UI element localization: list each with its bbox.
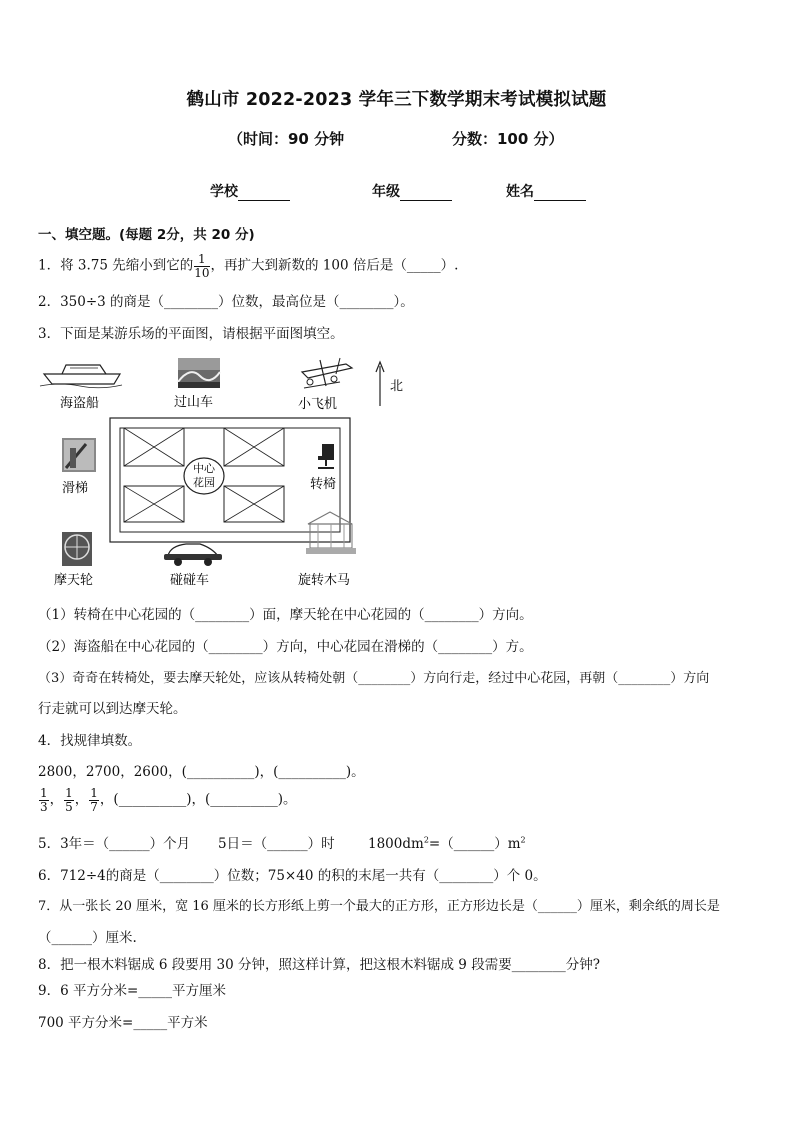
- small-plane-icon: [302, 358, 352, 388]
- time-label: （时间：90 分钟: [228, 130, 345, 148]
- swivel-chair-label: 转椅: [310, 477, 337, 492]
- school-blank[interactable]: [238, 186, 290, 201]
- question-4-row-2: [38, 787, 297, 813]
- q4-frac1-num: 1: [40, 786, 48, 800]
- question-3-sub-2: （2）海盗船在中心花园的（________）方向，中心花园在滑梯的（________）方。: [38, 639, 533, 655]
- lawn-bottom-right: [224, 486, 284, 522]
- question-5-part-3: [368, 832, 526, 852]
- q4-row2-tail: ，(__________)，(__________)。: [99, 791, 297, 808]
- pirate-ship-icon: [40, 365, 122, 388]
- question-3-sub-3-line-2: 行走就可以到达摩天轮。: [38, 701, 187, 717]
- question-6: 6．712÷4的商是（________）位数；75×40 的积的末尾一共有（________）个 0。: [38, 868, 547, 884]
- bumper-car-label: 碰碰车: [170, 573, 210, 588]
- school-field[interactable]: [210, 181, 290, 201]
- q1-frac-num: 1: [194, 253, 209, 267]
- grade-field[interactable]: [372, 181, 452, 201]
- q4-frac2-num: 1: [65, 786, 73, 800]
- q4-sep-1: ，: [49, 791, 64, 808]
- q1-frac-den: 10: [194, 265, 210, 280]
- question-5-part-2: 5日＝（______）时: [218, 836, 335, 852]
- center-garden-text-1: 中心: [193, 462, 215, 475]
- grade-blank[interactable]: [400, 186, 452, 201]
- section-heading: 一、填空题。(每题 2分，共 20 分): [38, 227, 255, 243]
- north-arrow-icon: [376, 362, 384, 406]
- carousel-icon: [306, 512, 356, 554]
- q4-sep-2: ，: [74, 791, 89, 808]
- q4-fraction-3: [89, 787, 99, 813]
- q1-fraction: [194, 253, 209, 279]
- small-plane-label: 小飞机: [298, 397, 338, 412]
- north-label: 北: [390, 379, 404, 394]
- ferris-wheel-label: 摩天轮: [54, 573, 94, 588]
- q5-part3-a: 1800dm: [368, 836, 424, 852]
- question-9-line-2: 700 平方分米=_____平方米: [38, 1015, 208, 1031]
- bumper-car-icon: [164, 544, 222, 566]
- question-9-line-1: 9．6 平方分米=_____平方厘米: [38, 983, 227, 999]
- park-inner-path: [120, 428, 340, 532]
- q5-part3-b: =（______）m: [428, 836, 521, 852]
- name-label: 姓名: [506, 184, 534, 200]
- lawn-bottom-left: [124, 486, 184, 522]
- swivel-chair-icon: [318, 444, 334, 468]
- question-1: [38, 253, 458, 279]
- question-7-line-1: 7．从一张长 20 厘米，宽 16 厘米的长方形纸上剪一个最大的正方形，正方形边长是（______）厘米，剩余纸的周长是: [38, 899, 720, 914]
- name-field[interactable]: [506, 181, 586, 201]
- q4-fraction-1: [39, 787, 49, 813]
- school-label: 学校: [210, 184, 238, 200]
- question-3-sub-3-line-1: （3）奇奇在转椅处，要去摩天轮处，应该从转椅处朝（________）方向行走，经过中心花园，再朝（________）方向: [38, 671, 710, 686]
- grade-label: 年级: [372, 184, 400, 200]
- name-blank[interactable]: [534, 186, 586, 201]
- q4-frac1-den: 3: [40, 799, 48, 814]
- question-7-line-2: （______）厘米.: [38, 930, 137, 946]
- lawn-top-right: [224, 428, 284, 466]
- q4-fraction-2: [64, 787, 74, 813]
- ferris-wheel-icon: [62, 532, 92, 566]
- q5-part3-sup2: 2: [520, 835, 526, 845]
- roller-coaster-icon: [178, 358, 220, 388]
- q4-frac3-num: 1: [90, 786, 98, 800]
- pirate-ship-label: 海盗船: [60, 396, 100, 411]
- question-5-part-1: 5．3年＝（______）个月: [38, 836, 191, 852]
- q4-frac3-den: 7: [90, 799, 98, 814]
- roller-coaster-label: 过山车: [174, 395, 214, 410]
- question-3: 3．下面是某游乐场的平面图，请根据平面图填空。: [38, 326, 344, 342]
- slide-icon: [62, 438, 96, 472]
- q5-part3-sup: 2: [423, 835, 429, 845]
- q1-suffix: ，再扩大到新数的 100 倍后是（_____）.: [210, 257, 459, 274]
- center-garden-text-2: 花园: [193, 476, 215, 489]
- page-title: 鹤山市 2022-2023 学年三下数学期末考试模拟试题: [186, 90, 607, 110]
- score-label: 分数：100 分）: [452, 130, 564, 148]
- q1-prefix: 1．将 3.75 先缩小到它的: [38, 257, 194, 274]
- question-8: 8．把一根木料锯成 6 段要用 30 分钟，照这样计算，把这根木料锯成 9 段需要________分钟?: [38, 957, 600, 973]
- q4-frac2-den: 5: [65, 799, 73, 814]
- park-map: [40, 352, 404, 592]
- lawn-top-left: [124, 428, 184, 466]
- question-4: 4．找规律填数。: [38, 733, 142, 749]
- carousel-label: 旋转木马: [298, 573, 351, 588]
- slide-label: 滑梯: [62, 481, 89, 496]
- question-3-sub-1: （1）转椅在中心花园的（________）面，摩天轮在中心花园的（________）方向。: [38, 607, 533, 623]
- question-4-row-1: 2800，2700，2600，(__________)，(__________)。: [38, 764, 365, 780]
- question-2: 2．350÷3 的商是（________）位数，最高位是（________）。: [38, 294, 414, 310]
